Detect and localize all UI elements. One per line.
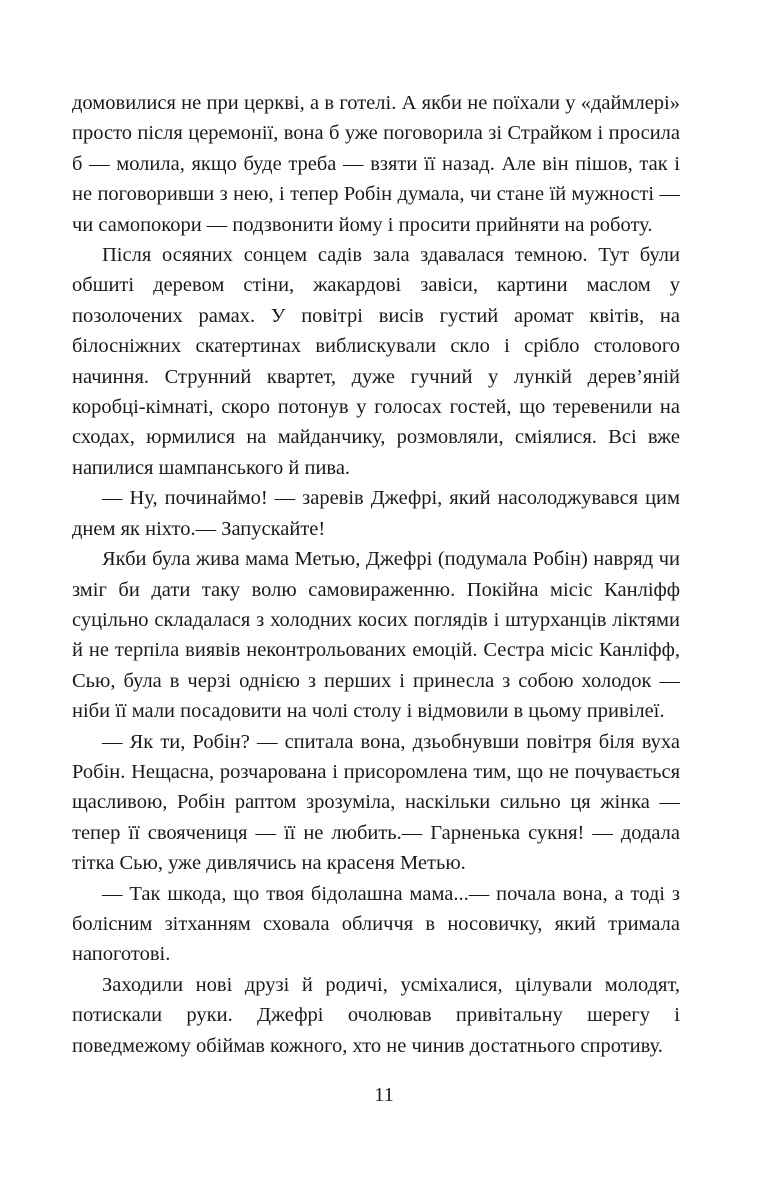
paragraph-4: Якби була жива мама Метью, Джефрі (подумала Робін) навряд чи зміг би дати таку волю самовираженню. Покійна місіс Канліфф суцільно складалася з холодних косих поглядів і штурханців ліктями й не терпіла виявів неконтрольованих емоцій. Сестра місіс Канліфф, Сью, була в черзі однією з перших і принесла з собою холодок — ніби її мали посадовити на чолі столу і відмовили в цьому привілеї. [72, 548, 680, 723]
paragraph-3: — Ну, починаймо! — заревів Джефрі, який насолоджувався цим днем як ніхто.— Запускайте! [72, 487, 680, 540]
paragraph-5: — Як ти, Робін? — спитала вона, дзьобнувши повітря біля вуха Робін. Нещасна, розчарована і присоромлена тим, що не почувається щасливою, Робін раптом зрозуміла, наскільки сильно ця жінка — тепер її своячениця — її не любить.— Гарненька сукня! — додала тітка Сью, уже дивлячись на красеня Метью. [72, 730, 680, 875]
paragraph-1: домовилися не при церкві, а в готелі. А якби не поїхали у «даймлері» просто після церемонії, вона б уже поговорила зі Страйком і просила б — молила, якщо буде треба — взяти її назад. Але він пішов, так і не поговоривши з нею, і тепер Робін думала, чи стане їй мужності — чи самопокори — подзвонити йому і просити прийняти на роботу. [72, 92, 680, 236]
page-number: 11 [374, 1084, 394, 1106]
paragraph-7: Заходили нові друзі й родичі, усміхалися, цілували молодят, потискали руки. Джефрі очолював привітальну шерегу і поведмежому обіймав кожного, хто не чинив достатнього спротиву. [72, 973, 680, 1057]
paragraph-2: Після осяяних сонцем садів зала здавалася темною. Тут були обшиті деревом стіни, жакардові завіси, картини маслом у позолочених рамах. У повітрі висів густий аромат квітів, на білосніжних скатертинах виблискували скло і срібло столового начиння. Струнний квартет, дуже гучний у лункій дерев’яній коробці-кімнаті, скоро потонув у голосах гостей, що теревенили на сходах, юрмилися на майданчику, розмовляли, сміялися. Всі вже напилися шампанського й пива. [72, 244, 680, 479]
paragraph-6: — Так шкода, що твоя бідолашна мама...— почала вона, а тоді з болісним зітханням сховала обличчя в носовичку, який тримала напоготові. [72, 882, 680, 966]
body-text [72, 88, 680, 1061]
